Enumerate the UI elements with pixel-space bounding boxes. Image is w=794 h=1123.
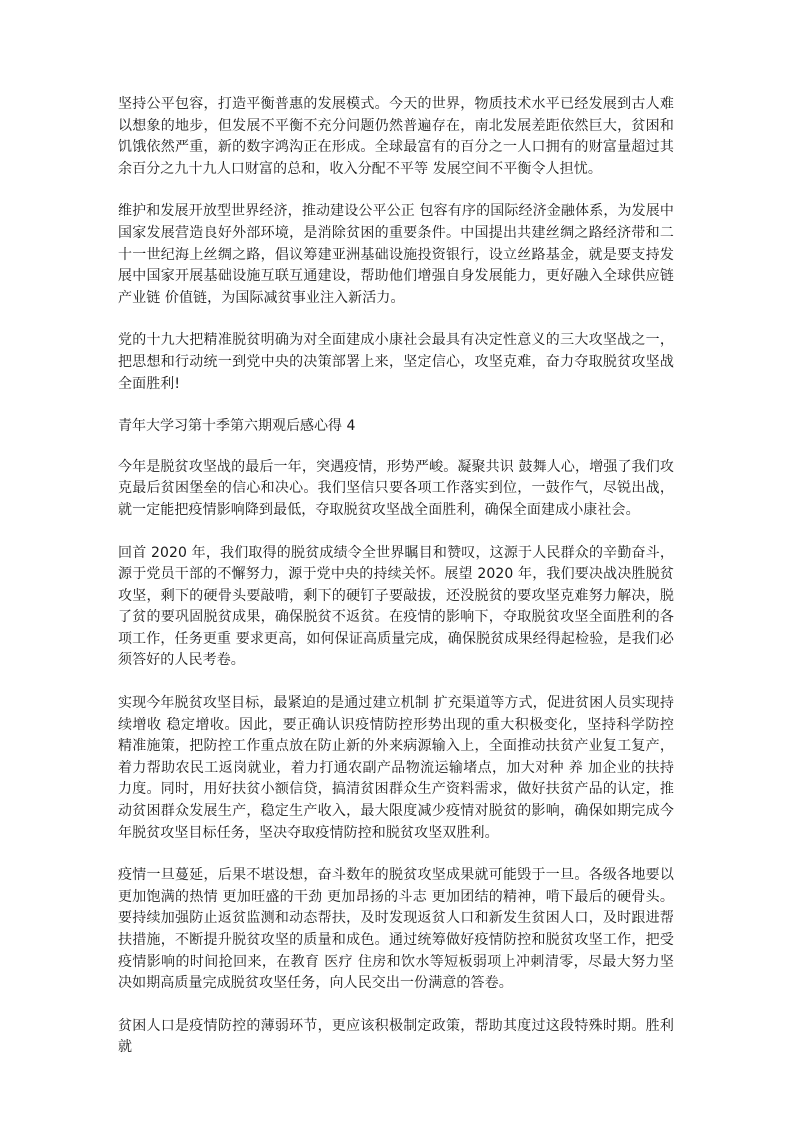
paragraph-7: 疫情一旦蔓延，后果不堪设想，奋斗数年的脱贫攻坚成果就可能毁于一旦。各级各地要以更加饱满的热情 更加旺盛的干劲 更加昂扬的斗志 更加团结的精神，啃下最后的硬骨头。要持续加强防止返贫监测和动态帮扶，及时发现返贫人口和新发生贫困人口，及时跟进帮扶措施，不断提升脱贫攻坚的质量和成色。通过统筹做好疫情防控和脱贫攻坚工作，把受疫情影响的时间抢回来，在教育 医疗 住房和饮水等短板弱项上冲刺清零，尽最大努力坚决如期高质量完成脱贫攻坚任务，向人民交出一份满意的答卷。 [118,867,674,992]
paragraph-8: 贫困人口是疫情防控的薄弱环节，更应该积极制定政策，帮助其度过这段特殊时期。胜利就 [118,1017,674,1056]
paragraph-2: 维护和发展开放型世界经济，推动建设公平公正 包容有序的国际经济金融体系，为发展中国家发展营造良好外部环境，是消除贫困的重要条件。中国提出共建丝绸之路经济带和二十一世纪海上丝绸之路，倡议筹建亚洲基础设施投资银行，设立丝路基金，就是要支持发展中国家开展基础设施互联互通建设，帮助他们增强自身发展能力，更好融入全球供应链 产业链 价值链，为国际减贫事业注入新活力。 [118,203,674,306]
section-heading: 青年大学习第十季第六期观后感心得 4 [118,418,356,435]
document-body [118,94,674,1080]
paragraph-4: 今年是脱贫攻坚战的最后一年，突遇疫情，形势严峻。凝聚共识 鼓舞人心，增强了我们攻克最后贫困堡垒的信心和决心。我们坚信只要各项工作落实到位，一鼓作气，尽锐出战，就一定能把疫情影响降到最低，夺取脱贫攻坚战全面胜利，确保全面建成小康社会。 [118,458,674,518]
paragraph-6: 实现今年脱贫攻坚目标，最紧迫的是通过建立机制 扩充渠道等方式，促进贫困人员实现持续增收 稳定增收。因此，要正确认识疫情防控形势出现的重大积极变化，坚持科学防控 精准施策，把防控工作重点放在防止新的外来病源输入上，全面推动扶贫产业复工复产，着力帮助农民工返岗就业，着力打通农副产品物流运输堵点，加大对种 养 加企业的扶持力度。同时，用好扶贫小额信贷，搞清贫困群众生产资料需求，做好扶贫产品的认定，推动贫困群众发展生产，稳定生产收入，最大限度减少疫情对脱贫的影响，确保如期完成今年脱贫攻坚目标任务，坚决夺取疫情防控和脱贫攻坚双胜利。 [118,695,674,841]
paragraph-1: 坚持公平包容，打造平衡普惠的发展模式。今天的世界，物质技术水平已经发展到古人难以想象的地步，但发展不平衡不充分问题仍然普遍存在，南北发展差距依然巨大，贫困和饥饿依然严重，新的数字鸿沟正在形成。全球最富有的百分之一人口拥有的财富量超过其余百分之九十九人口财富的总和，收入分配不平等 发展空间不平衡令人担忧。 [118,96,674,177]
paragraph-5: 回首 2020 年，我们取得的脱贫成绩令全世界瞩目和赞叹，这源于人民群众的辛勤奋斗，源于党员干部的不懈努力，源于党中央的持续关怀。展望 2020 年，我们要决战决胜脱贫攻坚，剩下的硬骨头要敲啃，剩下的硬钉子要敲拔，还没脱贫的要攻坚克难努力解决，脱了贫的要巩固脱贫成果，确保脱贫不返贫。在疫情的影响下，夺取脱贫攻坚全面胜利的各项工作，任务更重 要求更高，如何保证高质量完成，确保脱贫成果经得起检验，是我们必须答好的人民考卷。 [118,544,674,669]
paragraph-3: 党的十九大把精准脱贫明确为对全面建成小康社会最具有决定性意义的三大攻坚战之一，把思想和行动统一到党中央的决策部署上来，坚定信心，攻坚克难，奋力夺取脱贫攻坚战全面胜利! [118,332,674,392]
